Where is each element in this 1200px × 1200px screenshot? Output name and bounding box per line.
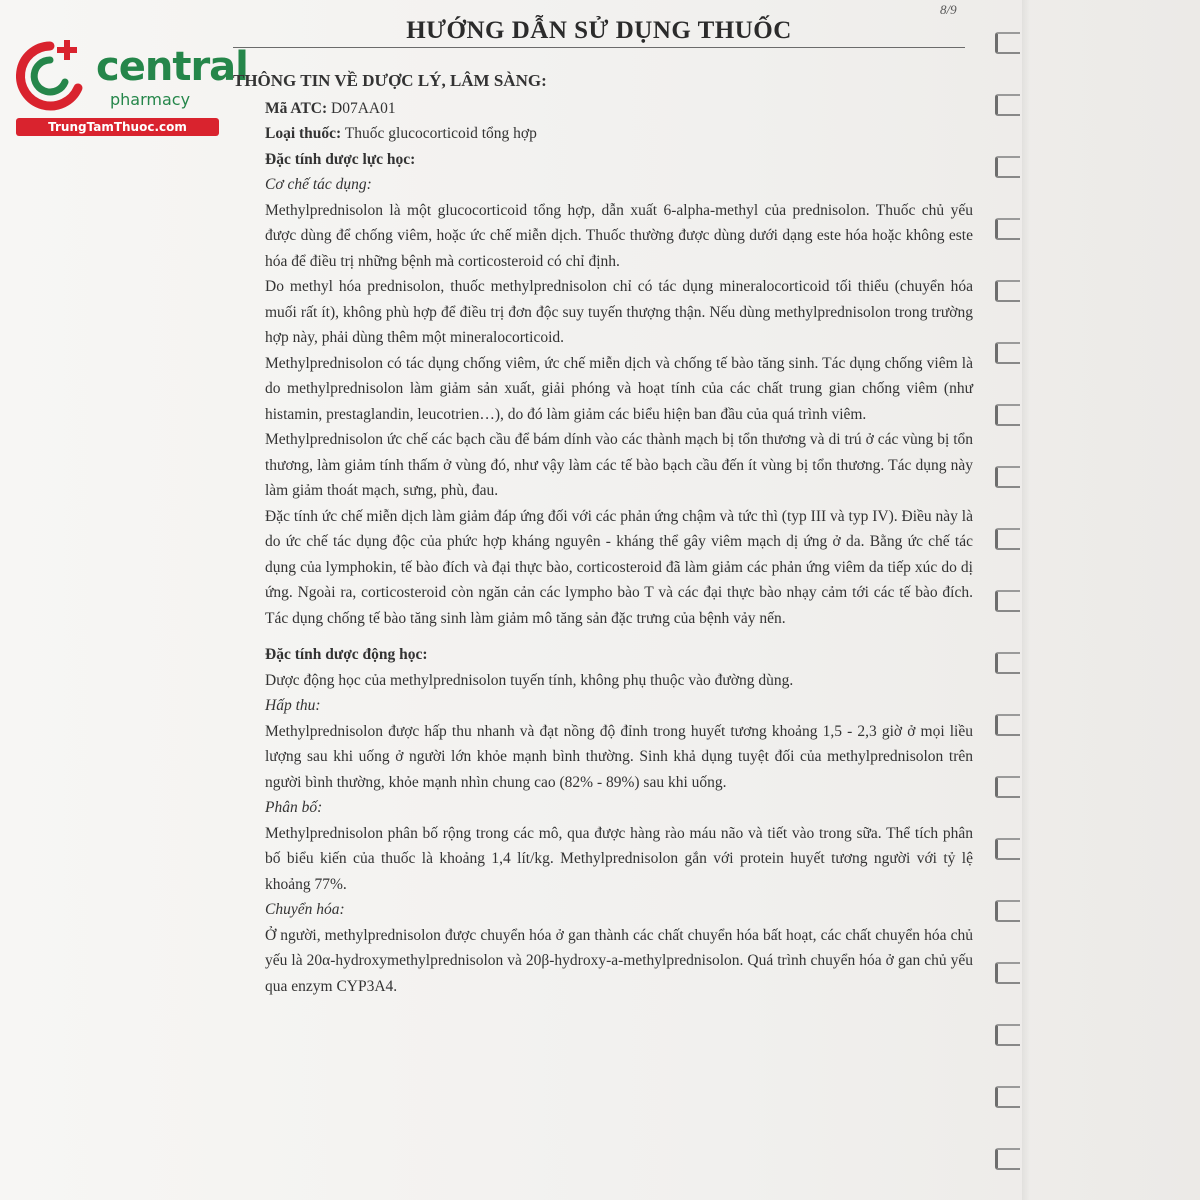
drug-type-row (265, 121, 973, 147)
metabolism-text: Ở người, methylprednisolon được chuyển hóa ở gan thành các chất chuyển hóa bất hoạt, các chất chuyển hóa chủ yếu là 20α-hydroxymethylprednisolon và 20β-hydroxy-a-methylprednisolon. Quá trình chuyển hóa ở gan chủ yếu qua enzym CYP3A4. (265, 926, 973, 995)
pharmacodynamics-heading: Đặc tính dược lực học: (265, 150, 416, 168)
document-body (233, 68, 973, 999)
binder-clip (995, 466, 1020, 488)
atc-code-value: D07AA01 (331, 99, 396, 117)
logo-url-badge: TrungTamThuoc.com (16, 118, 219, 136)
binder-clip (995, 962, 1020, 984)
binder-clip (995, 900, 1020, 922)
page-edge-shadow (1022, 0, 1030, 1200)
logo-mark-icon (10, 36, 90, 116)
metabolism-heading: Chuyển hóa: (265, 901, 345, 918)
mechanism-paragraph-3: Methylprednisolon có tác dụng chống viêm, ức chế miễn dịch và chống tế bào tăng sinh. Tác dụng chống viêm là do methylprednisolon làm giảm sản xuất, giải phóng và hoạt tính của các chất trung gian chống viêm (như histamin, prestaglandin, leucotrien…), do đó làm giảm các biểu hiện ban đầu của quá trình viêm. (265, 354, 973, 423)
absorption-heading: Hấp thu: (265, 697, 321, 714)
document-title: HƯỚNG DẪN SỬ DỤNG THUỐC (406, 17, 792, 44)
binder-clip (995, 1148, 1020, 1170)
drug-type-value: Thuốc glucocorticoid tổng hợp (344, 125, 537, 142)
pharmacokinetics-heading: Đặc tính dược động học: (265, 646, 428, 663)
binder-clip (995, 94, 1020, 116)
title-divider (233, 47, 965, 48)
spacer (265, 631, 973, 642)
distribution-heading: Phân bố: (265, 799, 323, 816)
mechanism-heading: Cơ chế tác dụng: (265, 176, 372, 193)
binder-clip (995, 776, 1020, 798)
atc-code-row (265, 96, 973, 122)
binder-clip (995, 1086, 1020, 1108)
pharmacokinetics-intro: Dược động học của methylprednisolon tuyến tính, không phụ thuộc vào đường dùng. (265, 671, 794, 689)
binder-clip (995, 32, 1020, 54)
binder-clip (995, 838, 1020, 860)
logo-wordmark: central (96, 44, 248, 90)
central-pharmacy-logo (10, 36, 248, 136)
absorption-text: Methylprednisolon được hấp thu nhanh và đạt nồng độ đỉnh trong huyết tương khoảng 1,5 - 2,3 giờ ở mọi liều lượng sau khi uống ở người lớn khỏe mạnh bình thường. Sinh khả dụng tuyệt đối của methylprednisolon trên người bình thường, khỏe mạnh nhìn chung cao (82% - 89%) sau khi uống. (265, 722, 973, 791)
mechanism-paragraph-1: Methylprednisolon là một glucocorticoid tổng hợp, dẫn xuất 6-alpha-methyl của prednisolon. Thuốc chủ yếu được dùng để chống viêm, hoặc ức chế miễn dịch. Thuốc thường được dùng dưới dạng este hóa hoặc không este hóa để điều trị những bệnh mà corticosteroid có chỉ định. (265, 201, 973, 270)
binder-clip (995, 528, 1020, 550)
binder-clip (995, 714, 1020, 736)
section-content (233, 96, 973, 1000)
atc-code-label: Mã ATC: (265, 99, 328, 117)
mechanism-paragraph-5: Đặc tính ức chế miễn dịch làm giảm đáp ứng đối với các phản ứng chậm và tức thì (typ III và typ IV). Điều này là do ức chế tác dụng độc của phức hợp kháng nguyên - kháng thể gây viêm mạch dị ứng ở da. Bằng ức chế tác dụng của lymphokin, tế bào đích và đại thực bào, corticosteroid đã làm giảm các phản ứng viêm da tiếp xúc do dị ứng. Ngoài ra, corticosteroid còn ngăn cản các lympho bào T và các đại thực bào nhạy cảm tới các tế bào đích. Tác dụng chống tế bào tăng sinh làm giảm mô tăng sản đặc trưng của bệnh vảy nến. (265, 507, 973, 627)
page-number: 8/9 (940, 2, 957, 17)
logo-subtitle: pharmacy (110, 90, 191, 109)
binder-clip (995, 156, 1020, 178)
binder-clip (995, 652, 1020, 674)
drug-type-label: Loại thuốc: (265, 125, 342, 142)
binder-clip (995, 218, 1020, 240)
binder-clip (995, 280, 1020, 302)
mechanism-paragraph-2: Do methyl hóa prednisolon, thuốc methylprednisolon chỉ có tác dụng mineralocorticoid tối thiểu (chuyển hóa muối rất ít), không phù hợp để điều trị đơn độc suy tuyến thượng thận. Nếu dùng methylprednisolon trong trường hợp này, phải dùng thêm một mineralocorticoid. (265, 278, 973, 346)
binder-clip (995, 1024, 1020, 1046)
binder-clip (995, 590, 1020, 612)
binder-clip (995, 342, 1020, 364)
section-title: THÔNG TIN VỀ DƯỢC LÝ, LÂM SÀNG: (233, 71, 547, 90)
distribution-text: Methylprednisolon phân bố rộng trong các mô, qua được hàng rào máu não và tiết vào trong sữa. Thể tích phân bố biểu kiến của thuốc là khoảng 1,4 lít/kg. Methylprednisolon gắn với protein huyết tương người với tỷ lệ khoảng 77%. (265, 824, 973, 893)
mechanism-paragraph-4: Methylprednisolon ức chế các bạch cầu để bám dính vào các thành mạch bị tổn thương và di trú ở các vùng bị tổn thương, làm giảm tính thấm ở vùng đó, như vậy làm các tế bào bạch cầu đến ít vùng bị tổn thương. Tác dụng này làm giảm thoát mạch, sưng, phù, đau. (265, 431, 973, 499)
binder-clip (995, 404, 1020, 426)
